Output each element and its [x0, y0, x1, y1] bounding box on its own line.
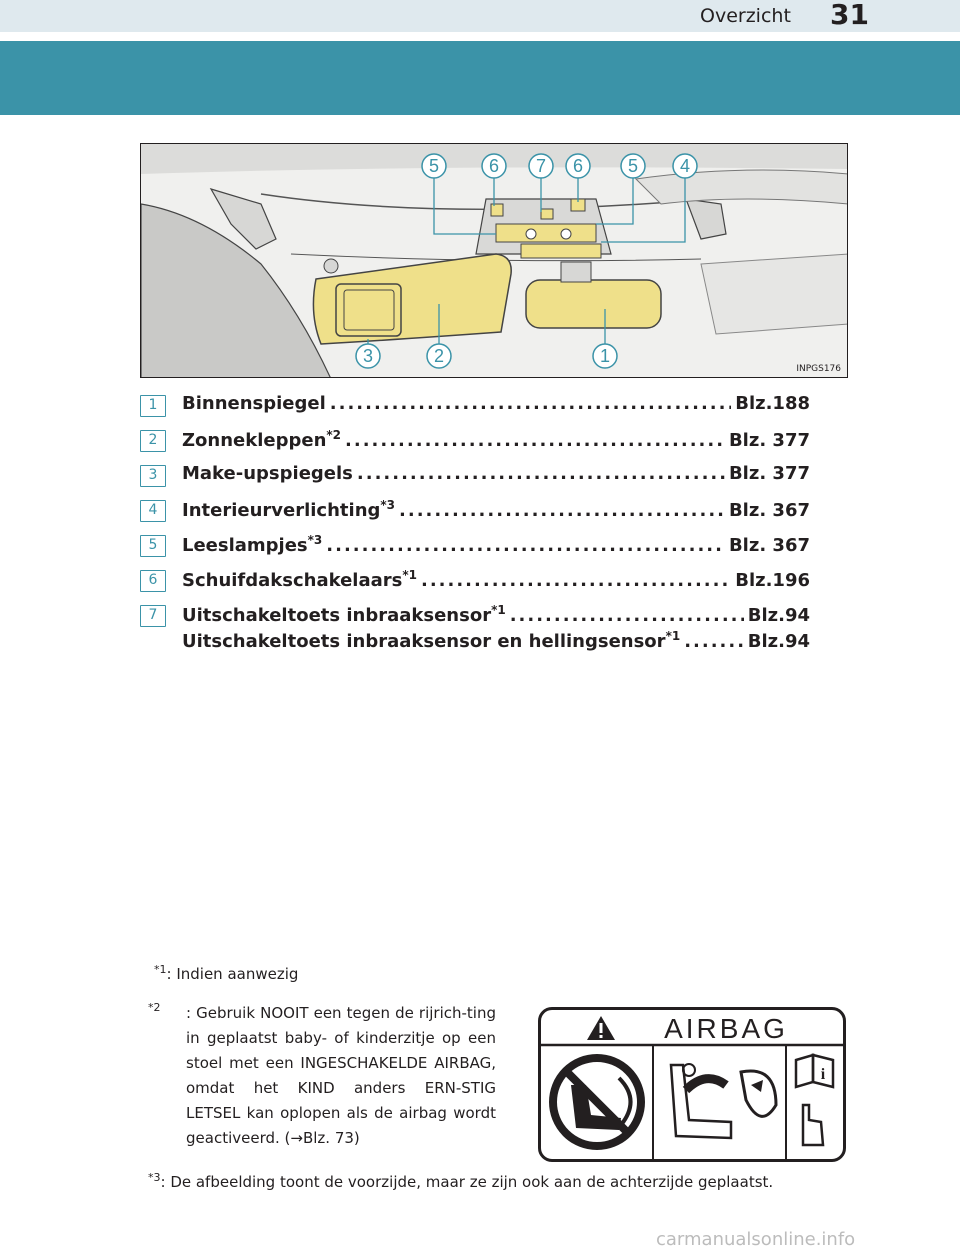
- footnote-ref: *1: [491, 603, 506, 617]
- callout-6a: 6: [488, 156, 500, 176]
- leader-dots: [510, 605, 744, 626]
- page-ref[interactable]: Blz.94: [747, 631, 810, 652]
- item-number: 2: [140, 430, 166, 452]
- interior-drawing: [141, 144, 848, 378]
- footnote-mark: *3: [148, 1171, 161, 1184]
- page-ref[interactable]: Blz. 367: [728, 535, 810, 556]
- no-rear-facing-seat-icon: [553, 1058, 641, 1146]
- svg-text:i: i: [820, 1066, 826, 1083]
- callout-7: 7: [535, 156, 547, 176]
- footnote-ref: *3: [380, 498, 396, 512]
- manual-book-icon: [796, 1055, 833, 1145]
- item-number: 7: [140, 605, 166, 627]
- leader-dots: [399, 500, 725, 521]
- item-label: Schuifdakschakelaars: [182, 570, 403, 591]
- footnote-ref: *2: [326, 428, 342, 442]
- item-number: 5: [140, 535, 166, 557]
- callout-2: 2: [433, 346, 445, 366]
- page-ref[interactable]: Blz. 377: [728, 430, 810, 451]
- overhead-console-illustration: [140, 143, 848, 378]
- item-label: Uitschakeltoets inbraaksensor: [182, 605, 492, 626]
- callout-5a: 5: [428, 156, 440, 176]
- item-label: Zonnekleppen: [182, 430, 327, 451]
- leader-dots: [326, 535, 725, 556]
- chapter-band: [0, 41, 960, 115]
- footnote-text: : Indien aanwezig: [166, 965, 299, 983]
- footnote-ref: *3: [307, 533, 323, 547]
- item-number: 6: [140, 570, 166, 592]
- leader-dots: [421, 570, 731, 591]
- leader-dots: [357, 463, 725, 484]
- footnote-text: : Gebruik NOOIT een tegen de rijrich-ting in geplaatst baby- of kinderzitje op een stoel met een INGESCHAKELDE AIRBAG, omdat het KIND anders ERN-STIG LETSEL kan oplopen als de airbag wordt geactiveerd. (→Blz. 73): [186, 1004, 496, 1147]
- footnote-3: [148, 1171, 773, 1191]
- section-title: Overzicht: [700, 5, 791, 27]
- page-ref[interactable]: Blz. 377: [728, 463, 810, 484]
- footnote-ref: *1: [402, 568, 417, 582]
- seat-airbag-icon: [671, 1064, 776, 1138]
- page-number: 31: [830, 0, 869, 31]
- footnote-text: : De afbeelding toont de voorzijde, maar ze zijn ook aan de achterzijde geplaatst.: [160, 1173, 774, 1191]
- item-label: Make-upspiegels: [182, 463, 353, 484]
- callout-1: 1: [599, 346, 611, 366]
- airbag-warning-label: [538, 1007, 846, 1162]
- airbag-title: AIRBAG: [664, 1013, 788, 1044]
- footnote-mark: *2: [148, 1001, 161, 1014]
- callout-6b: 6: [572, 156, 584, 176]
- leader-dots: [684, 631, 744, 652]
- airbag-label-graphic: [541, 1010, 843, 1159]
- figure-code: INPGS176: [796, 364, 841, 374]
- footnote-1: [154, 963, 298, 983]
- item-label: Leeslampjes: [182, 535, 308, 556]
- callout-5b: 5: [627, 156, 639, 176]
- page-ref[interactable]: Blz.188: [735, 393, 810, 414]
- watermark: carmanualsonline.info: [656, 1229, 856, 1250]
- footnote-mark: *1: [154, 963, 167, 976]
- item-number: 3: [140, 465, 166, 487]
- item-label: Uitschakeltoets inbraaksensor en hellingsensor: [182, 631, 666, 652]
- header-strip: [0, 0, 960, 32]
- page-ref[interactable]: Blz. 367: [728, 500, 810, 521]
- item-number: 1: [140, 395, 166, 417]
- leader-dots: [330, 393, 731, 414]
- item-label: Interieurverlichting: [182, 500, 381, 521]
- item-number: 4: [140, 500, 166, 522]
- item-label: Binnenspiegel: [182, 393, 326, 414]
- page-ref[interactable]: Blz.94: [747, 605, 810, 626]
- footnote-ref: *1: [665, 629, 681, 643]
- callout-3: 3: [362, 346, 374, 366]
- page-ref[interactable]: Blz.196: [735, 570, 810, 591]
- callout-4: 4: [679, 156, 691, 176]
- leader-dots: [345, 430, 725, 451]
